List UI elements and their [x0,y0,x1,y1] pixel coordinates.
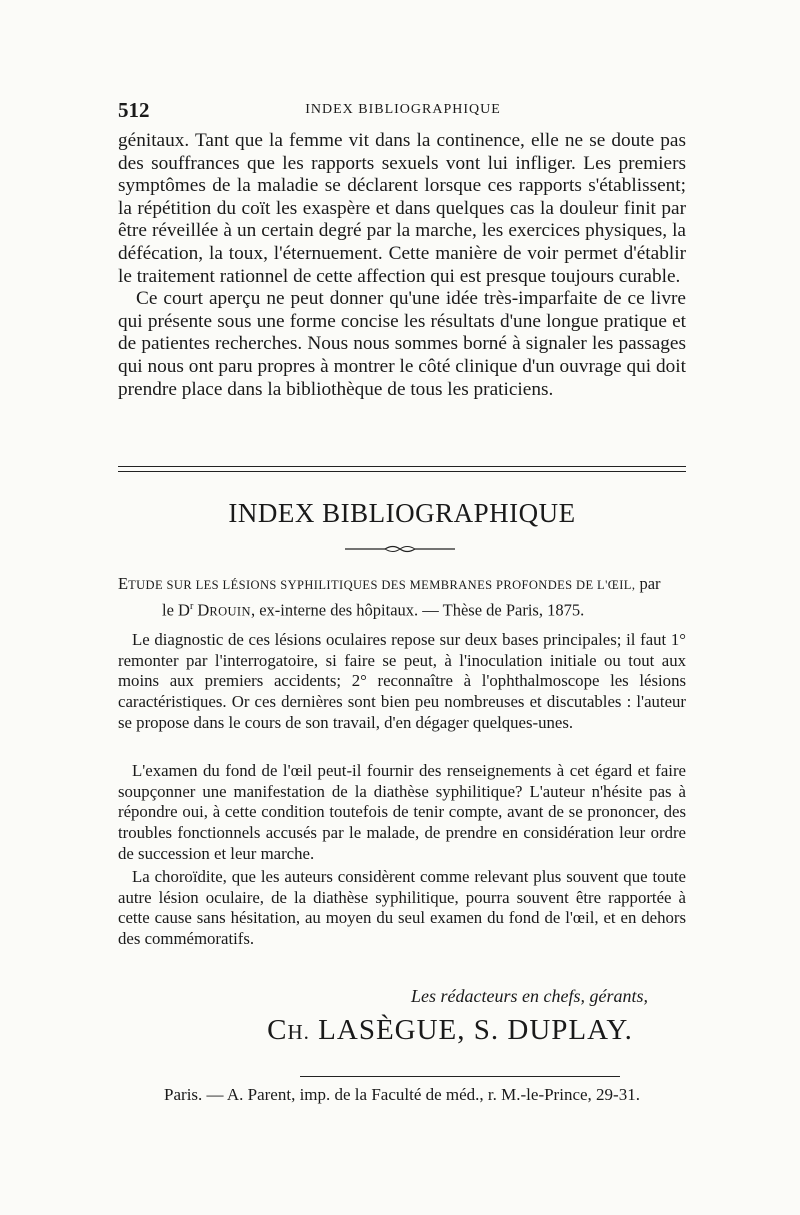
author-name: ROUIN [209,604,251,619]
heading-title: TUDE SUR LES LÉSIONS SYPHILITIQUES DES MEMBRANES PROFONDES DE L'ŒIL, [128,578,636,592]
continued-review-text [118,130,686,401]
author-prefix: le D [162,600,190,620]
paragraph: L'examen du fond de l'œil peut-il fournir des renseignements à cet égard et faire soupçonner une manifestation de la diathèse syphilitique? L'auteur n'hésite pas à répondre oui, à cette condition toutefois de tenir compte, avant de se prononcer, des troubles fonctionnels accusés par le malade, de prendre en considération leur ordre de succession et leur marche. [118,761,686,863]
page-number: 512 [118,98,150,122]
entry-author-line [118,596,686,623]
paragraph: génitaux. Tant que la femme vit dans la continence, elle ne se doute pas des souffrances que les rapports sexuels vont lui infliger. Les premiers symptômes de la maladie se déclarent lorsque ces rapports s'établissent; la répétition du coït les exaspère et dans quelques cas la douleur finit par être réveillée à un certain degré par la marche, les exercices physiques, la défécation, la toux, l'éternuement. Cette manière de voir permet d'établir le traitement rationnel de cette affection qui est presque toujours curable. [118,130,686,287]
author-initial: D [193,600,210,620]
editor-initial-rest: H. [287,1020,310,1044]
editor-names-text: LASÈGUE, S. DUPLAY. [309,1014,633,1046]
section-divider [118,466,686,472]
author-title-sup: r [189,601,194,612]
printer-imprint: Paris. — A. Parent, imp. de la Faculté de méd., r. M.-le-Prince, 29-31. [164,1085,640,1104]
ornament-divider [345,544,455,554]
review-paragraph-3 [118,867,686,950]
paragraph: La choroïdite, que les auteurs considèrent comme relevant plus souvent que toute autre lésion oculaire, de la diathèse syphilitique, pourra souvent être rapportée à cette cause sans hésitation, au moyen du seul examen du fond de l'œil, et en dehors des commémoratifs. [118,867,686,949]
footer-rule [300,1076,620,1077]
heading-par: par [635,574,661,593]
editor-initial: C [267,1014,288,1046]
paragraph: Ce court aperçu ne peut donner qu'une idée très-imparfaite de ce livre qui présente sous une forme concise les résultats d'une longue pratique et de patientes recherches. Nous nous sommes borné à signaler les passages qui nous ont paru propres à montrer le côté clinique d'un ouvrage qui doit prendre place dans la bibliothèque de tous les praticiens. [118,288,686,400]
author-details: , ex-interne des hôpitaux. — Thèse de Paris, 1875. [250,600,585,620]
running-title: INDEX BIBLIOGRAPHIQUE [305,102,501,117]
bibliography-entry-heading [118,573,686,623]
review-paragraph-1 [118,630,686,734]
editors-names [240,1014,660,1047]
section-title: INDEX BIBLIOGRAPHIQUE [228,498,576,528]
review-paragraph-2 [118,761,686,865]
editors-caption: Les rédacteurs en chefs, gérants, [411,986,648,1006]
paragraph: Le diagnostic de ces lésions oculaires repose sur deux bases principales; il faut 1° remonter par l'interrogatoire, si faire se peut, à l'inoculation initiale ou tout aux moins aux premiers accidents; 2° reconnaître à l'ophthalmoscope les lésions caractéristiques. Or ces dernières sont bien peu nombreuses et discutables : l'auteur se propose dans le cours de son travail, d'en dégager quelques-unes. [118,630,686,732]
heading-initial: E [118,574,129,593]
running-head [118,98,688,126]
